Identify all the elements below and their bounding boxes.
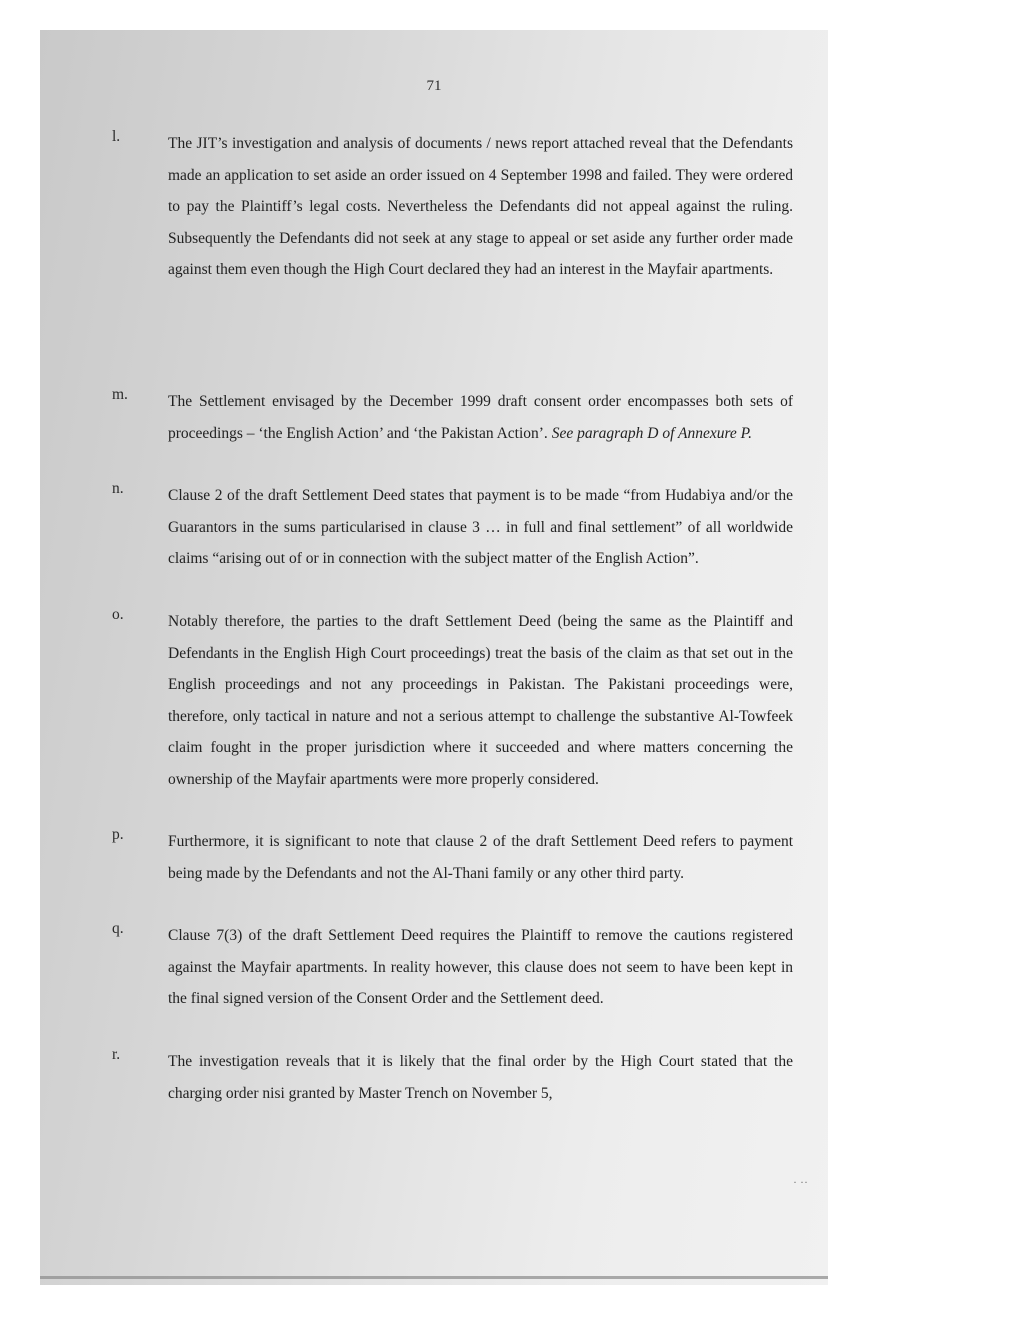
paragraph-label: o. [112, 606, 124, 623]
paragraph-label: l. [112, 128, 121, 145]
paragraph-text [168, 386, 793, 449]
paragraph-label: r. [112, 1046, 121, 1063]
paragraph-label: q. [112, 920, 124, 937]
paragraph-text: Clause 7(3) of the draft Settlement Deed requires the Plaintiff to remove the cautions registered against the Mayfair apartments. In reality however, this clause does not seem to have been kept in the final signed version of the Consent Order and the Settlement deed. [168, 927, 793, 1007]
paragraph-label: p. [112, 826, 124, 843]
page-number: 71 [426, 78, 442, 94]
paragraph-label: n. [112, 480, 124, 497]
paragraph-text-body: The Settlement envisaged by the December 1999 draft consent order encompasses both sets of proceedings – ‘the English Action’ and ‘the Pakistan Action’. [168, 393, 793, 442]
paragraph-text: Furthermore, it is significant to note that clause 2 of the draft Settlement Deed refers to payment being made by the Defendants and not the Al-Thani family or any other third party. [168, 833, 793, 882]
scan-specks: · ·· [793, 1175, 808, 1189]
paragraph-text: The JIT’s investigation and analysis of documents / news report attached reveal that the Defendants made an application to set aside an order issued on 4 September 1998 and failed. They were ordered to pay the Plaintiff’s legal costs. Nevertheless the Defendants did not appeal against the ruling. Subsequently the Defendants did not seek at any stage to appeal or set aside any further order made against them even though the High Court declared they had an interest in the Mayfair apartments. [168, 135, 793, 278]
document-page [40, 30, 828, 1285]
paragraph-label: m. [112, 386, 128, 403]
paragraph-text: The investigation reveals that it is likely that the final order by the High Court stated that the charging order nisi granted by Master Trench on November 5, [168, 1053, 793, 1102]
paragraph-text: Clause 2 of the draft Settlement Deed states that payment is to be made “from Hudabiya and/or the Guarantors in the sums particularised in clause 3 … in full and final settlement” of all worldwide claims “arising out of or in connection with the subject matter of the English Action”. [168, 487, 793, 567]
annexure-reference: See paragraph D of Annexure P. [551, 424, 753, 442]
paragraph-text: Notably therefore, the parties to the draft Settlement Deed (being the same as the Plaintiff and Defendants in the English High Court proceedings) treat the basis of the claim as that set out in the English proceedings and not any proceedings in Pakistan. The Pakistani proceedings were, therefore, only tactical in nature and not a serious attempt to challenge the substantive Al-Towfeek claim fought in the proper jurisdiction where it succeeded and where matters concerning the ownership of the Mayfair apartments were more properly considered. [168, 613, 793, 788]
